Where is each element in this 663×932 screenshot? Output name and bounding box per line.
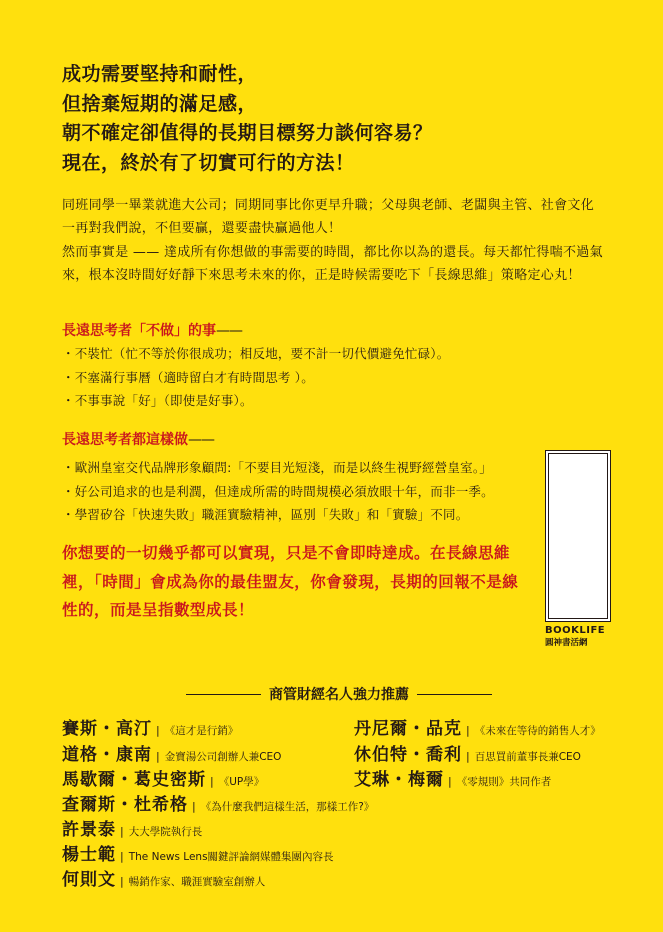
recommender-name: 道格・康南 [62,745,152,765]
recommender-name: 查爾斯・杜希格 [62,795,188,815]
list-item: ・不塞滿行事曆（適時留白才有時間思考 ）。 [62,369,314,385]
recommender-name: 馬歇爾・葛史密斯 [62,770,206,790]
separator: | [120,850,124,863]
section-title-dash: —— [188,432,214,448]
recommender [62,865,265,890]
list-item: ・不事事說「好」（即使是好事）。 [62,393,253,408]
separator: | [466,750,470,763]
recommender-name: 休伯特・喬利 [354,745,462,765]
recommender [354,740,581,765]
list-item: ・好公司追求的也是利潤，但達成所需的時間規模必須放眼十年，而非一季。 [62,483,494,499]
publisher-name: BOOKLIFE [545,625,606,636]
recommender-role: 大大學院執行長 [128,826,203,838]
barcode-area [548,453,608,619]
section-title-text: 長遠思考者「不做」的事 [62,323,216,339]
publisher-subname: 圓神書活網 [545,638,588,648]
recommender-role: 暢銷作家、職涯實驗室創辦人 [128,876,266,888]
recommend-title: 商管財經名人強力推薦 [269,687,409,703]
section-title-do [62,429,214,449]
list-item: ・不裝忙（忙不等於你很成功；相反地，要不計一切代價避免忙碌）。 [62,346,450,361]
separator: | [120,825,124,838]
recommender-role: 金寶湯公司創辦人兼CEO [164,751,282,763]
highlight-text: 你想要的一切幾乎都可以實現，只是不會即時達成。在長線思維裡，「時間」會成為你的最佳盟友，你會發現，長期的回報不是線性的，而是呈指數型成長！ [62,544,519,619]
recommend-header [186,684,492,704]
recommender [62,740,281,765]
recommender-role: 《這才是行銷》 [164,725,239,737]
separator: | [448,775,452,788]
do-list [62,456,494,527]
recommender [62,815,202,840]
intro-paragraph: 同班同學一畢業就進大公司；同期同事比你更早升職；父母與老師、老闆與主管、社會文化一再對我們說，不但要贏，還要盡快贏過他人！ [62,198,595,237]
section-title-dont [62,320,242,340]
section-title-dash: —— [216,323,242,339]
recommender-role: 《UP學》 [218,776,265,788]
separator: | [120,875,124,888]
recommender [62,790,374,815]
separator: | [466,724,470,737]
separator: | [156,724,160,737]
separator: | [192,800,196,813]
recommender-role: 《未來在等待的銷售人才》 [474,725,601,737]
list-item: ・學習矽谷「快速失敗」職涯實驗精神，區別「失敗」和「實驗」不同。 [62,507,469,522]
recommender [354,714,601,739]
publisher-logo [545,625,615,649]
recommender [354,765,551,790]
intro-paragraph: 然而事實是 —— 達成所有你想做的事需要的時間，都比你以為的還長。每天都忙得喘不過氣來，根本沒時間好好靜下來思考未來的你，正是時候需要吃下「長線思維」策略定心丸！ [62,244,603,283]
intro-text [62,194,607,287]
recommender-name: 何則文 [62,870,116,890]
dont-list [62,342,449,413]
recommender-name: 丹尼爾・品克 [354,719,462,739]
headline-line: 但捨棄短期的滿足感， [62,92,258,115]
recommender-name: 許景泰 [62,820,116,840]
separator: | [156,750,160,763]
recommender-name: 賽斯・高汀 [62,719,152,739]
recommender [62,765,264,790]
separator: | [210,775,214,788]
recommender-role: 《零規則》共同作者 [456,776,552,788]
recommender-role: 百思買前董事長兼CEO [474,751,581,763]
list-item: ・歐洲皇室交代品牌形象顧問:「不要目光短淺，而是以終生視野經營皇室。」 [62,460,492,475]
recommender [62,714,238,739]
recommender-name: 艾琳・梅爾 [354,770,444,790]
headline-line: 成功需要堅持和耐性， [62,63,258,85]
recommender-role: 《為什麼我們這樣生活，那樣工作?》 [200,801,375,813]
divider [186,694,261,695]
recommender-role: The News Lens關鍵評論網媒體集團內容長 [128,851,334,863]
headline-line: 現在，終於有了切實可行的方法！ [62,151,355,174]
section-title-text: 長遠思考者都這樣做 [62,432,188,448]
recommender-name: 楊士範 [62,845,116,865]
recommender [62,840,334,865]
divider [417,694,492,695]
headline [62,60,622,178]
barcode-box [545,450,611,622]
headline-line: 朝不確定卻值得的長期目標努力談何容易？ [62,122,433,144]
